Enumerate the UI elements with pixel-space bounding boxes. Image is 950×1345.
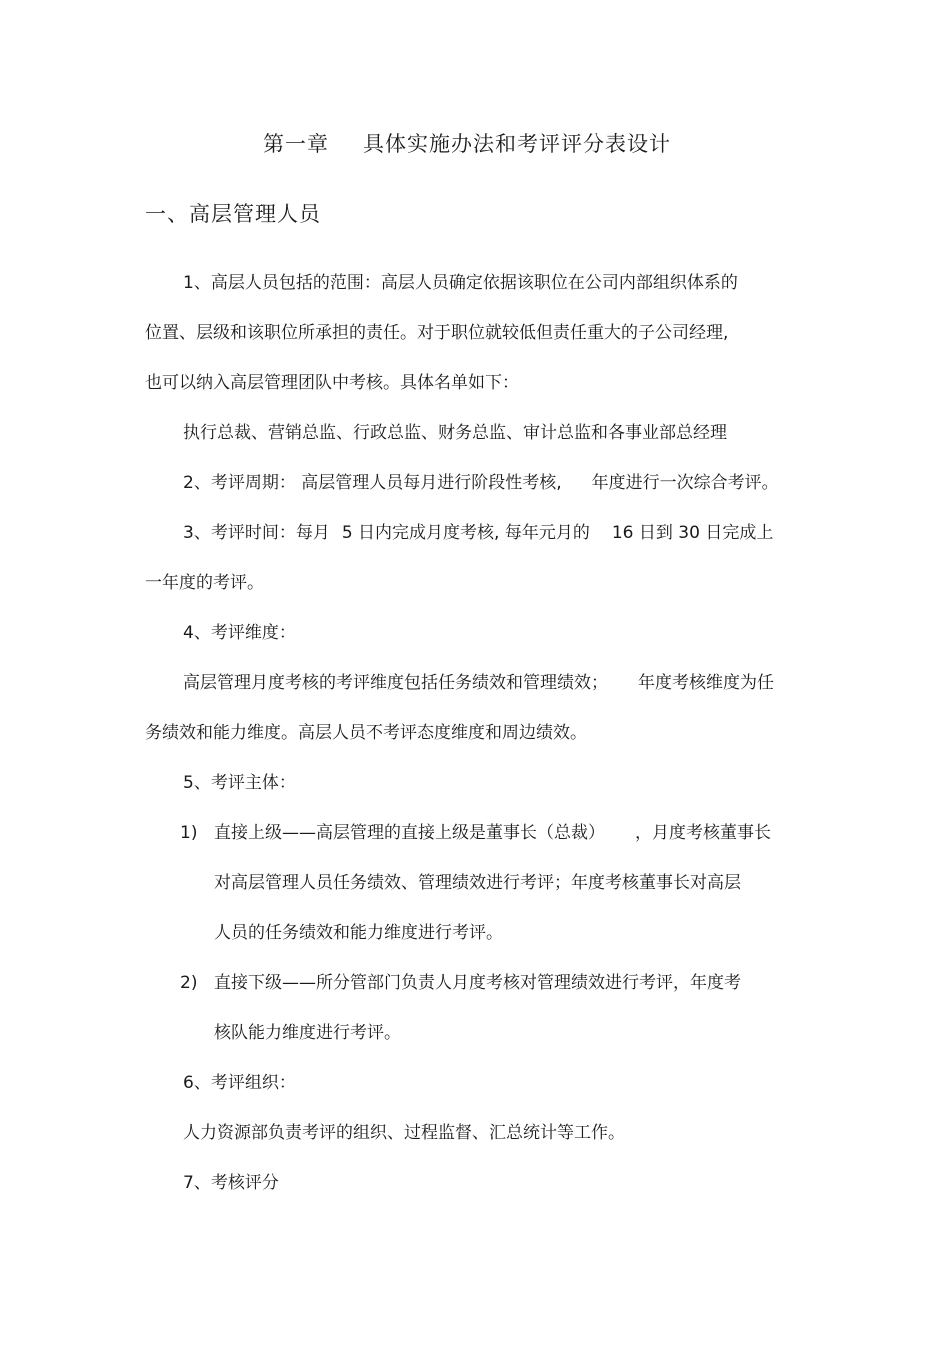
list-item-line: 对高层管理人员任务绩效、管理绩效进行考评；年度考核董事长对高层	[214, 873, 741, 893]
paragraph-line	[183, 472, 779, 494]
text-segment: 5 日内完成月度考核, 每年元月的	[341, 523, 590, 543]
paragraph-line: 位置、层级和该职位所承担的责任。对于职位就较低但责任重大的子公司经理,	[145, 323, 729, 343]
list-item-line: 人员的任务绩效和能力维度进行考评。	[214, 923, 503, 943]
section-heading: 一、高层管理人员	[145, 202, 321, 226]
chapter-title	[263, 130, 671, 158]
list-item-line: 直接下级——所分管部门负责人月度考核对管理绩效进行考评，年度考	[214, 973, 741, 993]
text-segment: ，月度考核董事长	[635, 823, 771, 843]
paragraph-line: 5、考评主体：	[183, 773, 296, 793]
paragraph-line: 6、考评组织：	[183, 1073, 296, 1093]
paragraph-line: 一年度的考评。	[145, 573, 264, 593]
paragraph-line: 人力资源部负责考评的组织、过程监督、汇总统计等工作。	[183, 1123, 625, 1143]
paragraph-line: 执行总裁、营销总监、行政总监、财务总监、审计总监和各事业部总经理	[183, 423, 727, 443]
text-segment: 直接上级——高层管理的直接上级是董事长（总裁）	[214, 823, 605, 843]
chapter-name: 具体实施办法和考评评分表设计	[363, 132, 671, 156]
text-segment: 3、考评时间：每月	[183, 523, 330, 543]
paragraph-line	[183, 522, 773, 544]
paragraph-line: 也可以纳入高层管理团队中考核。具体名单如下：	[145, 373, 519, 393]
chapter-number: 第一章	[263, 132, 329, 156]
list-marker: 2)	[180, 973, 198, 993]
list-item-line: 核队能力维度进行考评。	[214, 1023, 401, 1043]
text-segment: 年度考核维度为任	[638, 673, 774, 693]
text-segment: 16 日到 30 日完成上	[611, 523, 774, 543]
paragraph-line: 4、考评维度：	[183, 623, 296, 643]
paragraph-line: 务绩效和能力维度。高层人员不考评态度维度和周边绩效。	[145, 723, 587, 743]
text-segment: 年度进行一次综合考评。	[591, 473, 779, 493]
paragraph-line: 1、高层人员包括的范围：高层人员确定依据该职位在公司内部组织体系的	[183, 273, 738, 293]
list-item-line	[214, 822, 771, 844]
text-segment: 高层管理月度考核的考评维度包括任务绩效和管理绩效；	[183, 673, 608, 693]
paragraph-line	[183, 672, 774, 694]
list-marker: 1)	[180, 823, 198, 843]
paragraph-line: 7、考核评分	[183, 1173, 279, 1193]
text-segment: 2、考评周期： 高层管理人员每月进行阶段性考核,	[183, 473, 562, 493]
